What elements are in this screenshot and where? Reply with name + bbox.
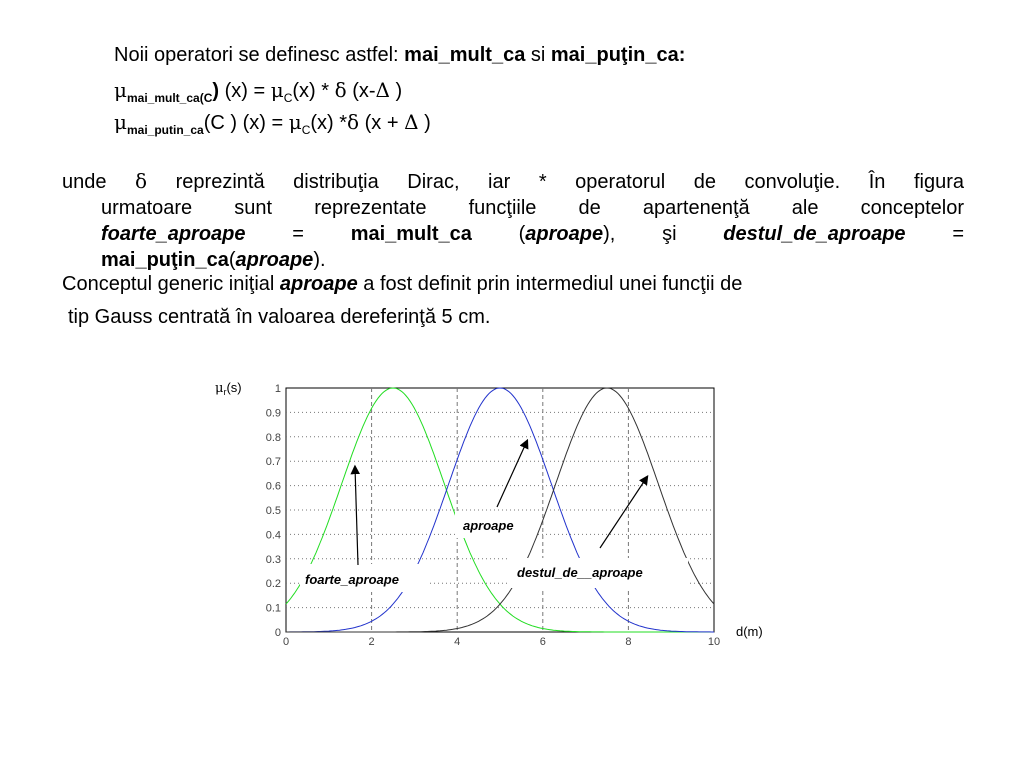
y-tick-label: 0.3 [265, 553, 281, 566]
formula-mai-putin-ca: $\mu_{mai\_putin\_ca}(C$ ) $(x) = \mu_C(x)$ *δ (x + Δ ) [114, 110, 431, 137]
para1-line3: foarte_aproape = mai_mult_ca (aproape), şi destul_de_aproape = [101, 223, 964, 245]
para1-line4: mai_puţin_ca(aproape). [101, 249, 326, 271]
y-tick-label: 0.6 [265, 480, 281, 493]
y-tick-label: 0.4 [265, 529, 281, 542]
annotation-label: destul_de__aproape [517, 565, 643, 580]
op-mai-putin-ca: mai_puţin_ca: [550, 44, 686, 66]
x-tick-label: 4 [454, 636, 461, 648]
formula-mai-mult-ca: $\mu_{mai\_mult\_ca(C}$) $(x) = \mu_C(x) * \delta$ (x-Δ ) [114, 78, 403, 105]
paragraph-concept: Conceptul generic iniţial aproape a fost definit prin intermediul unei funcţii de [62, 273, 743, 295]
y-axis-label: $\mu_r(s)$ [215, 380, 242, 397]
x-axis-label: d(m) [736, 624, 763, 639]
op-mai-mult-ca: mai_mult_ca [404, 44, 526, 66]
x-tick-label: 0 [282, 636, 290, 648]
y-tick-label: 0.8 [265, 431, 281, 444]
plot-area [266, 383, 720, 648]
y-tick-label: 0.1 [265, 602, 281, 615]
x-tick-label: 2 [368, 636, 375, 648]
annotation-label: aproape [463, 518, 514, 533]
x-tick-label: 8 [625, 636, 632, 648]
y-tick-label: 0.5 [265, 505, 281, 517]
y-tick-label: 0.9 [265, 407, 281, 420]
y-tick-label: 1 [274, 383, 281, 395]
annotation-label: foarte_aproape [305, 572, 399, 587]
y-tick-label: 0.7 [265, 456, 281, 469]
x-tick-label: 10 [707, 636, 721, 648]
y-tick-label: 0 [274, 627, 281, 639]
y-tick-label: 0.2 [265, 578, 281, 591]
paragraph-gauss: tip Gauss centrată în valoarea dereferinţă 5 cm. [68, 306, 491, 328]
para1-line1: unde δ reprezintă distribuţia Dirac, iar * operatorul de convoluţie. În figura [62, 169, 964, 193]
x-tick-label: 6 [539, 636, 546, 648]
operators-intro: Noii operatori se definesc astfel: mai_mult_ca si mai_puţin_ca: [114, 44, 686, 66]
para1-line2: urmatoare sunt reprezentate funcţiile de apartenenţă ale conceptelor [101, 197, 964, 219]
